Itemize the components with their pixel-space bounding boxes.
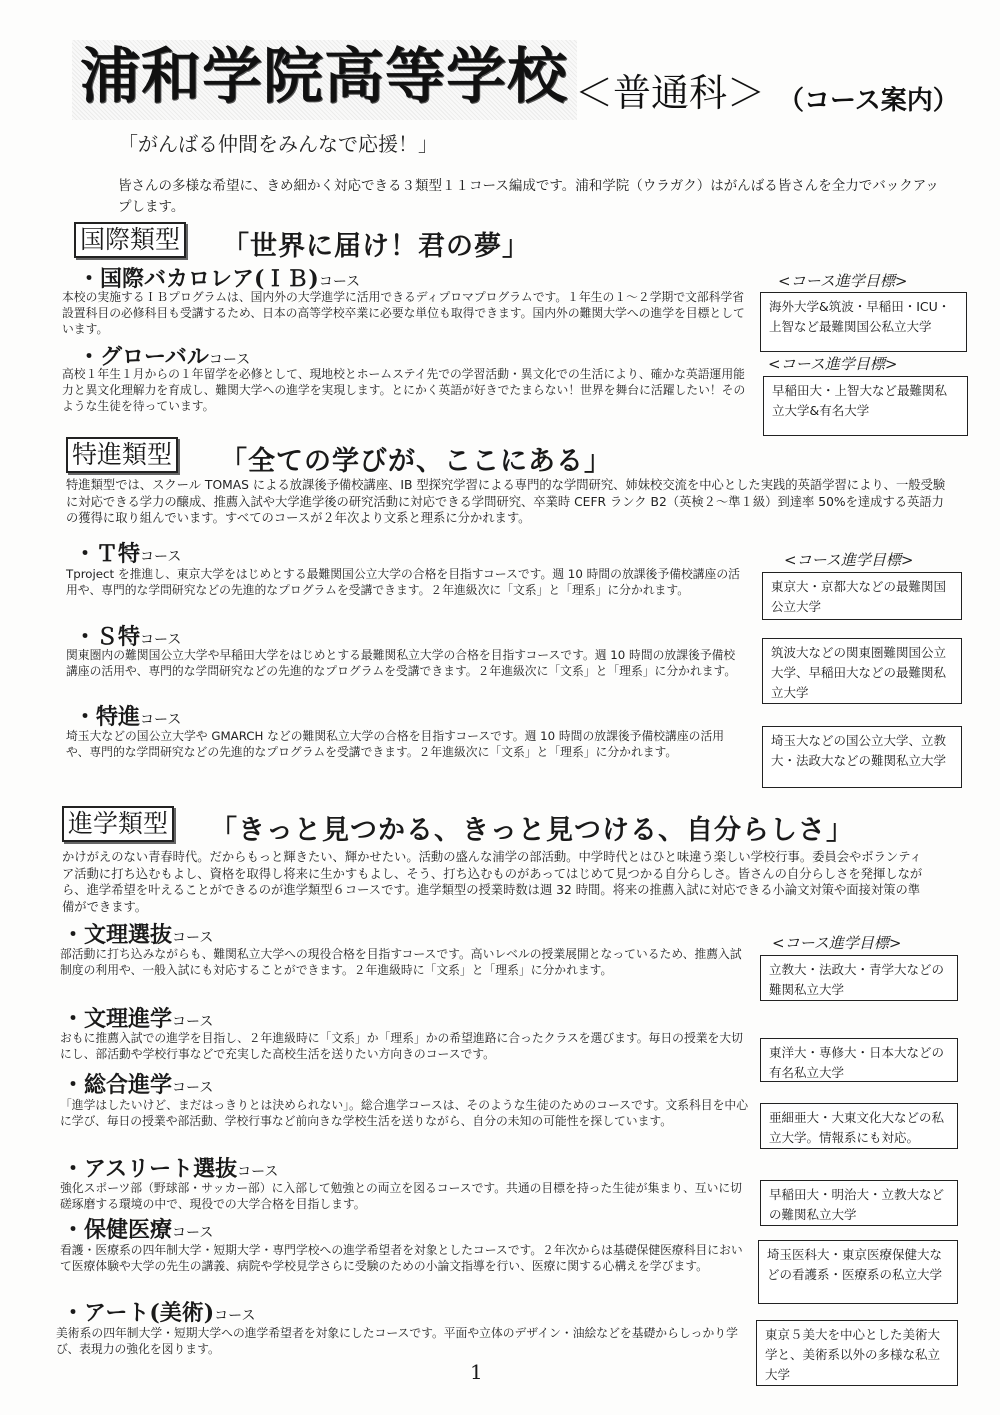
course-goal-s-toku: 筑波大などの関東圏難関国公立大学、早稲田大などの最難関私立大学: [762, 638, 962, 704]
course-name-sogo-shingaku: ・総合進学コース: [62, 1072, 214, 1098]
goal-heading: <コース進学目標>: [784, 551, 914, 569]
doc-type-label: （コース案内）: [778, 86, 959, 116]
course-desc-global: 高校１年生１月からの１年留学を必修として、現地校とホームステイ先での学習活動・異文化での生活により、確かな英語運用能力と異文化理解力を育成し、難関大学への進学を実現します。とにかく英語が好きでたまらない！世界を舞台に活躍したい！そのような生徒を待っています。: [62, 367, 746, 413]
course-desc-art: 美術系の四年制大学・短期大学への進学希望者を対象にしたコースです。平面や立体のデザイン・油絵などを基礎からしっかり学び、表現力の強化を図ります。: [56, 1326, 738, 1356]
course-desc-ib: 本校の実施するＩＢプログラムは、国内外の大学進学に活用できるディプロマプログラムです。１年生の１～２学期で文部科学省設置科目の必修科目も受講するため、日本の高等学校卒業に必要な単位も取得できます。国内外の難関大学への進学を目標としています。: [62, 290, 745, 336]
school-title: 浦和学院高等学校: [80, 42, 568, 112]
course-name-global: ・グローバルコース: [78, 344, 251, 370]
course-goal-athlete: 早稲田大・明治大・立教大などの難関私立大学: [760, 1180, 958, 1226]
course-desc-s-toku: 関東圏内の難関国公立大学や早稲田大学をはじめとする最難関私立大学の合格を目指すコースです。週 10 時間の放課後予備校講座の活用や、専門的な学問研究などの先進的なプログラムを受講できます。２年進級次に「文系」と「理系」に分かれます。: [66, 648, 737, 678]
course-name-tokushin: ・特進コース: [74, 704, 182, 730]
lead-paragraph: 皆さんの多様な希望に、きめ細かく対応できる３類型１１コース編成です。浦和学院（ウラガク）はがんばる皆さんを全力でバックアップします。: [118, 178, 939, 215]
course-goal-hoken-iryo: 埼玉医科大・東京医療保健大などの看護系・医療系の私立大学: [758, 1240, 958, 1304]
course-desc-tokushin: 埼玉大などの国公立大学や GMARCH などの難関私立大学の合格を目指すコースです。週 10 時間の放課後予備校講座の活用や、専門的な学問研究などの先進的なプログラムを受講できます。２年進級次に「文系」と「理系」に分かれます。: [66, 729, 725, 759]
course-desc-sogo-shingaku: 「進学はしたいけど、まだはっきりとは決められない」。総合進学コースは、そのような生徒のためのコースです。文系科目を中心に学び、毎日の授業や部活動、学校行事など前向きな学校生活を送りながら、自分の未知の可能性を探しています。: [60, 1098, 748, 1128]
course-name-bunri-senbatsu: ・文理選抜コース: [62, 922, 214, 948]
category-desc-shingaku: かけがえのない青春時代。だからもっと輝きたい、輝かせたい。活動の盛んな浦学の部活動。中学時代とはひと味違う楽しい学校行事。委員会やボランティア活動に打ち込むもよし、資格を取得し将来に生かすもよし、そう、打ち込むものがあってはじめて見つかる自分らしさ。皆さんの自分らしさを発揮しながら、進学希望を叶えることができるのが進学類型６コースです。進学類型の授業時数は週 32 時間。将来の推薦入試に対応できる小論文対策や面接対策の準備ができます。: [62, 850, 923, 914]
course-name-t-toku: ・Ｔ特コース: [74, 541, 182, 567]
goal-heading: <コース進学目標>: [772, 934, 902, 952]
department-label: ＜普通科＞: [575, 71, 766, 115]
category-quote-shingaku: 「きっと見つかる、きっと見つける、自分らしさ」: [210, 815, 854, 846]
category-label-shingaku: 進学類型: [62, 806, 174, 842]
course-goal-bunri-shingaku: 東洋大・専修大・日本大などの有名私立大学: [760, 1038, 958, 1082]
course-goal-sogo-shingaku: 亜細亜大・大東文化大などの私立大学。情報系にも対応。: [760, 1103, 958, 1149]
course-goal-bunri-senbatsu: 立教大・法政大・青学大などの難関私立大学: [760, 955, 958, 1001]
course-name-art: ・アート(美術)コース: [62, 1300, 256, 1326]
course-name-hoken-iryo: ・保健医療コース: [62, 1217, 214, 1243]
course-desc-bunri-senbatsu: 部活動に打ち込みながらも、難関私立大学への現役合格を目指すコースです。高いレベルの授業展開となっているため、推薦入試制度の利用や、一般入試にも対応することができます。２年進級時に「文系」と「理系」に分かれます。: [60, 947, 742, 977]
course-desc-bunri-shingaku: おもに推薦入試での進学を目指し、２年進級時に「文系」か「理系」かの希望進路に合ったクラスを選びます。毎日の授業を大切にし、部活動や学校行事などで充実した高校生活を送りたい方向きのコースです。: [60, 1031, 743, 1061]
page-number: 1: [470, 1360, 483, 1384]
course-name-ib: ・国際バカロレア(ＩＢ)コース: [78, 266, 361, 292]
category-label-tokushin: 特進類型: [66, 437, 178, 473]
slogan: 「がんばる仲間をみんなで応援！」: [118, 132, 438, 156]
course-goal-t-toku: 東京大・京都大などの最難関国公立大学: [762, 572, 962, 620]
course-desc-hoken-iryo: 看護・医療系の四年制大学・短期大学・専門学校への進学希望者を対象としたコースです。２年次からは基礎保健医療科目において医療体験や大学の先生の講義、病院や学校見学さらに受験のための小論文指導を行い、医療に関する心構えを学びます。: [60, 1243, 743, 1273]
course-name-s-toku: ・Ｓ特コース: [74, 624, 182, 650]
course-name-bunri-shingaku: ・文理進学コース: [62, 1006, 214, 1032]
course-desc-athlete: 強化スポーツ部（野球部・サッカー部）に入部して勉強との両立を図るコースです。共通の目標を持った生徒が集まり、互いに切磋琢磨する環境の中で、現役での大学合格を目指します。: [60, 1181, 742, 1211]
category-quote-international: 「世界に届け！君の夢」: [222, 231, 530, 262]
course-goal-ib: 海外大学&筑波・早稲田・ICU・上智など最難関国公私立大学: [760, 292, 967, 352]
goal-heading: <コース進学目標>: [778, 272, 908, 290]
category-desc-tokushin: 特進類型では、スクール TOMAS による放課後予備校講座、IB 型探究学習による専門的な学問研究、姉妹校交流を中心とした実践的英語学習により、一般受験に対応できる学力の醸成、推薦入試や大学進学後の研究活動に対応できる学問研究、卒業時 CEFR ランク B2（英検２～準１級）到達率 50%を達成する英語力の獲得に取り組んでいます。すべてのコースが２年次より文系と理系に分かれます。: [66, 478, 946, 525]
course-goal-art: 東京５美大を中心とした美術大学と、美術系以外の多様な私立大学: [756, 1320, 958, 1386]
category-quote-tokushin: 「全ての学びが、ここにある」: [220, 446, 612, 477]
course-goal-global: 早稲田大・上智大など最難関私立大学&有名大学: [763, 376, 968, 436]
goal-heading: <コース進学目標>: [768, 355, 898, 373]
category-label-international: 国際類型: [74, 222, 186, 258]
course-name-athlete: ・アスリート選抜コース: [62, 1156, 279, 1182]
course-desc-t-toku: Tproject を推進し、東京大学をはじめとする最難関国公立大学の合格を目指すコースです。週 10 時間の放課後予備校講座の活用や、専門的な学問研究などの先進的なプログラムを受講できます。２年進級次に「文系」と「理系」に分かれます。: [66, 567, 740, 597]
course-goal-tokushin: 埼玉大などの国公立大学、立教大・法政大などの難関私立大学: [762, 726, 962, 788]
